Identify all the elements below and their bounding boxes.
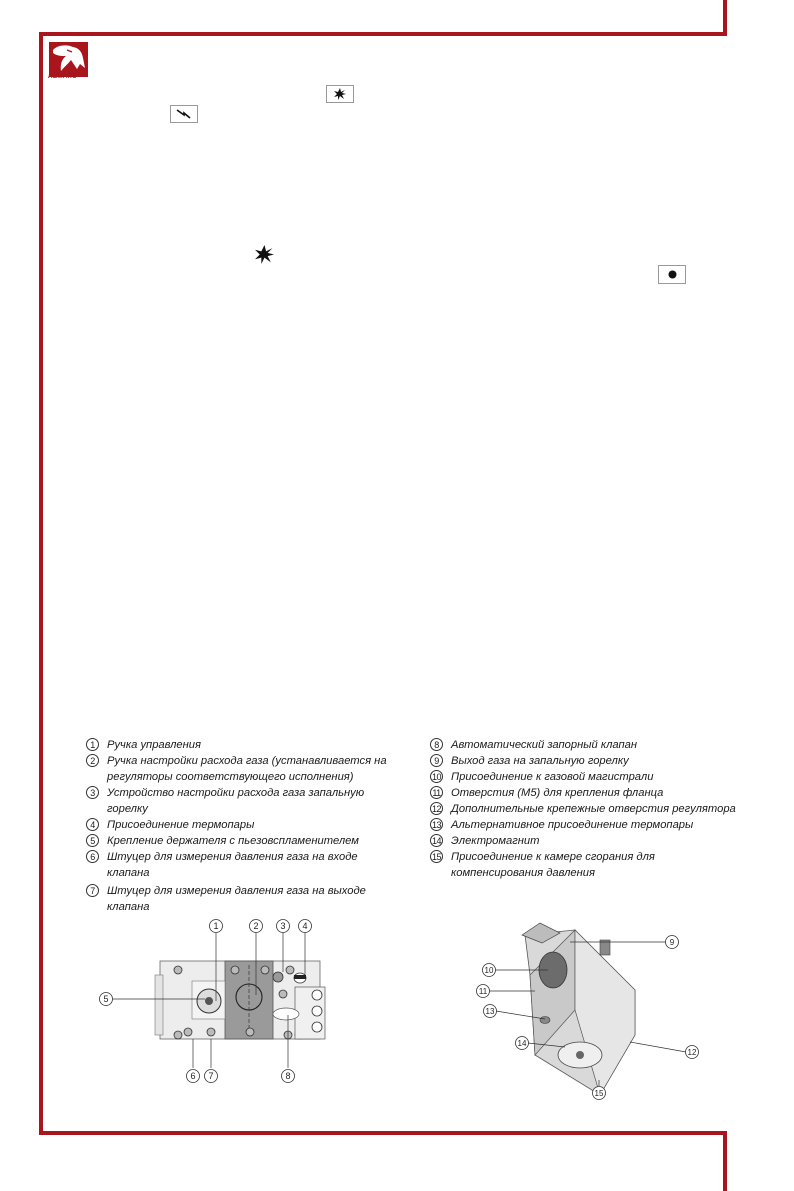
lion-head-icon [49,42,88,73]
callout-number: 6 [86,850,99,863]
callout-6: 6 [190,1071,196,1081]
callout-number: 14 [431,835,441,846]
callout-3: 3 [280,921,286,931]
callout-7: 7 [208,1071,214,1081]
legend-text: Штуцер для измерения давления газа на выходе клапана [107,885,366,913]
spark-symbol-box [326,85,354,103]
legend-item [86,753,396,785]
gas-valve-iso-diagram [440,915,710,1105]
legend-item [86,817,396,833]
legend-text: Ручка настройки расхода газа (устанавливается на регуляторы соответствующего исполнения) [107,755,387,783]
callout-number: 8 [430,738,443,751]
callout-8: 8 [285,1071,291,1081]
legend-item [430,769,740,785]
callout-number: 9 [430,754,443,767]
callout-number: 13 [431,819,441,830]
frame-bottom-right-vertical [723,1131,727,1191]
legend-text: Присоединение к камере сгорания для компенсирования давления [451,851,655,879]
callout-1: 1 [213,921,219,931]
ignition-star-symbol [255,245,274,269]
legend-text: Штуцер для измерения давления газа на входе клапана [107,851,358,879]
legend-text: Ручка управления [107,739,202,751]
gas-valve-front-diagram [95,915,335,1090]
legend-text: Устройство настройки расхода газа запальную горелку [107,787,365,815]
callout-10: 10 [484,966,494,975]
callout-number: 12 [431,803,441,814]
callout-number: 5 [86,834,99,847]
callout-2: 2 [253,921,259,931]
frame-left-vertical [39,32,43,1135]
brand-logo-text: ЛЕМАКС [48,73,77,80]
legend-item [430,801,740,817]
legend-item [430,833,740,849]
legend-right [430,737,740,881]
brand-logo [49,42,88,77]
legend-text: Альтернативное присоединение термопары [451,819,694,831]
legend-text: Присоединение к газовой магистрали [451,771,654,783]
legend-item [86,849,396,881]
spark-icon [334,88,346,100]
legend-item [86,785,396,817]
callout-number: 10 [431,771,441,782]
callout-number: 1 [86,738,99,751]
legend-item [86,833,396,849]
legend-text: Автоматический запорный клапан [451,739,638,751]
legend-item [430,753,740,769]
callout-number: 4 [86,818,99,831]
frame-top-right-vertical [723,0,727,36]
legend-item [430,737,740,753]
callout-13: 13 [485,1007,495,1016]
legend-item [430,817,740,833]
callout-11: 11 [478,987,488,996]
legend-text: Дополнительные крепежные отверстия регулятора [451,803,736,815]
callout-9: 9 [669,938,675,947]
legend-item [86,883,396,915]
dot-symbol-box [658,265,686,284]
callout-number: 7 [86,884,99,897]
callout-14: 14 [517,1039,527,1048]
legend-text: Крепление держателя с пьезовспламенителем [107,835,359,847]
callout-number: 11 [430,786,443,799]
legend-text: Выход газа на запальную горелку [451,755,629,767]
callout-12: 12 [687,1048,697,1057]
dot-icon [668,270,677,279]
callout-4: 4 [302,921,308,931]
frame-top-bar [39,32,727,36]
legend-item [86,737,396,753]
legend-left [86,737,396,915]
callout-number: 2 [86,754,99,767]
lightning-icon [176,109,192,119]
legend-item [430,849,740,881]
callout-number: 3 [86,786,99,799]
legend-text: Отверстия (М5) для крепления фланца [451,787,664,799]
legend-text: Электромагнит [451,835,540,847]
lightning-symbol-box [170,105,198,123]
legend-item [430,785,740,801]
callout-number: 15 [431,851,441,862]
callout-15: 15 [594,1089,604,1098]
legend-text: Присоединение термопары [107,819,255,831]
frame-bottom-bar [39,1131,727,1135]
spark-icon [255,245,274,264]
callout-5: 5 [103,994,109,1004]
